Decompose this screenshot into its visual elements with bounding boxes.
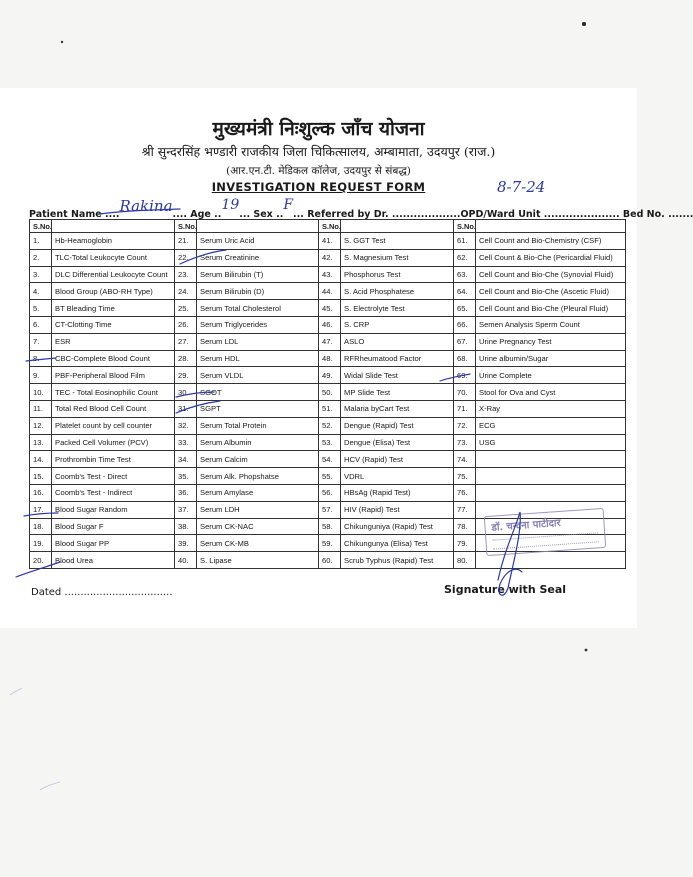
serial-number: 62.: [454, 249, 476, 266]
serial-number: 42.: [319, 249, 341, 266]
test-name: Scrub Typhus (Rapid) Test: [341, 552, 454, 569]
bed-label: Bed No.: [622, 209, 665, 220]
test-name: CBC-Complete Blood Count: [52, 350, 175, 367]
test-name: Serum Amylase: [197, 484, 319, 501]
serial-number: 31.: [175, 400, 197, 417]
test-name: Cell Count & Bio-Che (Pericardial Fluid): [476, 249, 626, 266]
test-name: Serum Total Protein: [197, 417, 319, 434]
serial-number: 9.: [30, 367, 52, 384]
serial-number: 79.: [454, 535, 476, 552]
table-row: [30, 350, 626, 367]
serial-number: 52.: [319, 417, 341, 434]
serial-number: 55.: [319, 468, 341, 485]
stray-mark: [10, 688, 22, 695]
referred-label: Referred by Dr.: [307, 209, 389, 220]
doctor-seal: [485, 512, 605, 567]
form-title: INVESTIGATION REQUEST FORM: [211, 180, 426, 194]
test-name: BT Bleading Time: [52, 300, 175, 317]
test-name: Blood Sugar F: [52, 518, 175, 535]
serial-number: 44.: [319, 283, 341, 300]
serial-number: 66.: [454, 316, 476, 333]
test-name: Dengue (Rapid) Test: [341, 417, 454, 434]
test-name: MP Slide Test: [341, 384, 454, 401]
serial-number: 41.: [319, 233, 341, 250]
serial-number: 50.: [319, 384, 341, 401]
test-name: TEC - Total Eosinophilic Count: [52, 384, 175, 401]
test-name: Platelet count by cell counter: [52, 417, 175, 434]
test-name: S. GGT Test: [341, 233, 454, 250]
test-name: Serum VLDL: [197, 367, 319, 384]
serial-number: 48.: [319, 350, 341, 367]
serial-number: 17.: [30, 501, 52, 518]
test-name: Hb-Heamoglobin: [52, 233, 175, 250]
serial-number: 6.: [30, 316, 52, 333]
serial-number: 32.: [175, 417, 197, 434]
test-name: Blood Group (ABO-RH Type): [52, 283, 175, 300]
table-row: [30, 249, 626, 266]
test-name: HCV (Rapid) Test: [341, 451, 454, 468]
table-row: [30, 451, 626, 468]
test-name: DLC Differential Leukocyte Count: [52, 266, 175, 283]
serial-number: 2.: [30, 249, 52, 266]
serial-number: 59.: [319, 535, 341, 552]
serial-number: 73.: [454, 434, 476, 451]
serial-number: 72.: [454, 417, 476, 434]
serial-number: 49.: [319, 367, 341, 384]
patient-details-line: Patient Name ....Rakina.... Age ..19... Sex ..F... Referred by Dr. ...................OPD/Ward Unit ..................... Bed No. .......: [29, 197, 693, 220]
serial-number: 67.: [454, 333, 476, 350]
serial-number: 39.: [175, 535, 197, 552]
test-name: S. CRP: [341, 316, 454, 333]
test-name: S. Acid Phosphatese: [341, 283, 454, 300]
serial-number: 74.: [454, 451, 476, 468]
test-name: HBsAg (Rapid Test): [341, 484, 454, 501]
test-name: SGOT: [197, 384, 319, 401]
serial-number: 28.: [175, 350, 197, 367]
test-name: Serum Uric Acid: [197, 233, 319, 250]
test-name: RFRheumatood Factor: [341, 350, 454, 367]
serial-number: 29.: [175, 367, 197, 384]
patient-name-value: Rakina: [119, 197, 173, 215]
test-name: Packed Cell Volumer (PCV): [52, 434, 175, 451]
hospital-name: श्री सुन्दरसिंह भण्डारी राजकीय जिला चिकित्सालय, अम्बामाता, उदयपुर (राज.): [141, 144, 496, 159]
serial-number: 57.: [319, 501, 341, 518]
test-name: [476, 484, 626, 501]
test-name: Serum CK-NAC: [197, 518, 319, 535]
table-row: [30, 266, 626, 283]
sex-label: Sex: [253, 209, 273, 220]
test-name: [476, 451, 626, 468]
test-name: Cell Count and Bio-Che (Ascetic Fluid): [476, 283, 626, 300]
test-name: Serum Total Cholesterol: [197, 300, 319, 317]
age-label: Age: [190, 209, 211, 220]
serial-number: 70.: [454, 384, 476, 401]
serial-number: 12.: [30, 417, 52, 434]
test-name: Blood Urea: [52, 552, 175, 569]
serial-number: 23.: [175, 266, 197, 283]
serial-number: 47.: [319, 333, 341, 350]
test-name: Serum Albumin: [197, 434, 319, 451]
sno-header: S.No.: [30, 220, 52, 233]
test-name: Serum Bilirubin (T): [197, 266, 319, 283]
serial-number: 11.: [30, 400, 52, 417]
table-row: [30, 316, 626, 333]
test-name: TLC-Total Leukocyte Count: [52, 249, 175, 266]
dust-speck: [585, 649, 588, 652]
serial-number: 20.: [30, 552, 52, 569]
test-name: Serum CK-MB: [197, 535, 319, 552]
serial-number: 75.: [454, 468, 476, 485]
test-name: Serum Bilirubin (D): [197, 283, 319, 300]
serial-number: 19.: [30, 535, 52, 552]
serial-number: 21.: [175, 233, 197, 250]
test-name: S. Lipase: [197, 552, 319, 569]
test-name: PBF-Peripheral Blood Film: [52, 367, 175, 384]
college-affiliation: (आर.एन.टी. मेडिकल कॉलेज, उदयपुर से संबद्ध): [226, 165, 411, 177]
test-name: Stool for Ova and Cyst: [476, 384, 626, 401]
serial-number: 34.: [175, 451, 197, 468]
table-row: [30, 233, 626, 250]
test-name: Cell Count and Bio-Che (Synovial Fluid): [476, 266, 626, 283]
serial-number: 7.: [30, 333, 52, 350]
test-name: Malaria byCart Test: [341, 400, 454, 417]
test-name: Serum LDH: [197, 501, 319, 518]
serial-number: 18.: [30, 518, 52, 535]
serial-number: 25.: [175, 300, 197, 317]
stray-mark: [40, 782, 60, 790]
serial-number: 33.: [175, 434, 197, 451]
serial-number: 69.: [454, 367, 476, 384]
test-name: Serum Creatinine: [197, 249, 319, 266]
table-row: [30, 333, 626, 350]
table-header-row: [30, 220, 626, 233]
table-row: [30, 400, 626, 417]
test-name: Phosphorus Test: [341, 266, 454, 283]
test-name: Serum Triglycerides: [197, 316, 319, 333]
serial-number: 22.: [175, 249, 197, 266]
serial-number: 43.: [319, 266, 341, 283]
serial-number: 37.: [175, 501, 197, 518]
serial-number: 54.: [319, 451, 341, 468]
test-name: Coomb's Test - Direct: [52, 468, 175, 485]
opd-label: OPD/Ward Unit: [460, 209, 541, 220]
age-value: 19: [221, 197, 240, 213]
test-name: Semen Analysis Sperm Count: [476, 316, 626, 333]
table-row: [30, 484, 626, 501]
serial-number: 64.: [454, 283, 476, 300]
table-row: [30, 468, 626, 485]
serial-number: 36.: [175, 484, 197, 501]
serial-number: 60.: [319, 552, 341, 569]
test-name: Serum Alk. Phopshatse: [197, 468, 319, 485]
table-row: [30, 367, 626, 384]
serial-number: 65.: [454, 300, 476, 317]
test-name: Chikunguniya (Rapid) Test: [341, 518, 454, 535]
test-name: [476, 468, 626, 485]
serial-number: 76.: [454, 484, 476, 501]
test-name: Widal Slide Test: [341, 367, 454, 384]
handwritten-date: 8-7-24: [497, 178, 546, 196]
sno-header: S.No.: [454, 220, 476, 233]
serial-number: 8.: [30, 350, 52, 367]
serial-number: 35.: [175, 468, 197, 485]
dated-field: Dated ..................................: [31, 587, 173, 598]
table-row: [30, 300, 626, 317]
test-name: Cell Count and Bio-Che (Pleural Fluid): [476, 300, 626, 317]
test-name: Cell Count and Bio-Chemistry (CSF): [476, 233, 626, 250]
serial-number: 80.: [454, 552, 476, 569]
test-name: S. Magnesium Test: [341, 249, 454, 266]
sex-value: F: [283, 197, 294, 213]
serial-number: 4.: [30, 283, 52, 300]
serial-number: 30.: [175, 384, 197, 401]
table-row: [30, 384, 626, 401]
serial-number: 71.: [454, 400, 476, 417]
test-name: CT-Clotting Time: [52, 316, 175, 333]
test-name: Urine albumin/Sugar: [476, 350, 626, 367]
serial-number: 38.: [175, 518, 197, 535]
scheme-title: मुख्यमंत्री निःशुल्क जाँच योजना: [212, 118, 425, 140]
serial-number: 40.: [175, 552, 197, 569]
table-row: [30, 417, 626, 434]
serial-number: 68.: [454, 350, 476, 367]
test-name: VDRL: [341, 468, 454, 485]
serial-number: 27.: [175, 333, 197, 350]
serial-number: 5.: [30, 300, 52, 317]
test-name: X-Ray: [476, 400, 626, 417]
serial-number: 16.: [30, 484, 52, 501]
test-name: Urine Complete: [476, 367, 626, 384]
serial-number: 3.: [30, 266, 52, 283]
test-name: Coomb's Test - Indirect: [52, 484, 175, 501]
sno-header: S.No.: [175, 220, 197, 233]
serial-number: 14.: [30, 451, 52, 468]
test-name: ESR: [52, 333, 175, 350]
serial-number: 46.: [319, 316, 341, 333]
serial-number: 77.: [454, 501, 476, 518]
serial-number: 24.: [175, 283, 197, 300]
test-name: ECG: [476, 417, 626, 434]
seal-text: डॉ. चन्दना पाटीदार: [491, 517, 561, 534]
table-row: [30, 434, 626, 451]
serial-number: 53.: [319, 434, 341, 451]
serial-number: 10.: [30, 384, 52, 401]
test-name: ASLO: [341, 333, 454, 350]
table-row: [30, 283, 626, 300]
test-name: Serum HDL: [197, 350, 319, 367]
serial-number: 26.: [175, 316, 197, 333]
serial-number: 45.: [319, 300, 341, 317]
serial-number: 78.: [454, 518, 476, 535]
test-name: SGPT: [197, 400, 319, 417]
signature-label: Signature with Seal: [444, 583, 567, 596]
serial-number: 51.: [319, 400, 341, 417]
serial-number: 56.: [319, 484, 341, 501]
test-name: S. Electrolyte Test: [341, 300, 454, 317]
serial-number: 58.: [319, 518, 341, 535]
test-name: Serum LDL: [197, 333, 319, 350]
serial-number: 63.: [454, 266, 476, 283]
test-name: USG: [476, 434, 626, 451]
test-name: Total Red Blood Cell Count: [52, 400, 175, 417]
serial-number: 61.: [454, 233, 476, 250]
test-name: Blood Sugar PP: [52, 535, 175, 552]
patient-name-label: Patient Name: [29, 209, 102, 220]
test-name: Blood Sugar Random: [52, 501, 175, 518]
serial-number: 13.: [30, 434, 52, 451]
test-name: Chikungunya (Elisa) Test: [341, 535, 454, 552]
dust-speck: [61, 41, 63, 43]
test-name: Urine Pregnancy Test: [476, 333, 626, 350]
serial-number: 1.: [30, 233, 52, 250]
test-name: HIV (Rapid) Test: [341, 501, 454, 518]
sno-header: S.No.: [319, 220, 341, 233]
test-name: Serum Calcim: [197, 451, 319, 468]
test-name: Prothrombin Time Test: [52, 451, 175, 468]
serial-number: 15.: [30, 468, 52, 485]
dust-speck: [582, 22, 586, 26]
test-name: Dengue (Elisa) Test: [341, 434, 454, 451]
